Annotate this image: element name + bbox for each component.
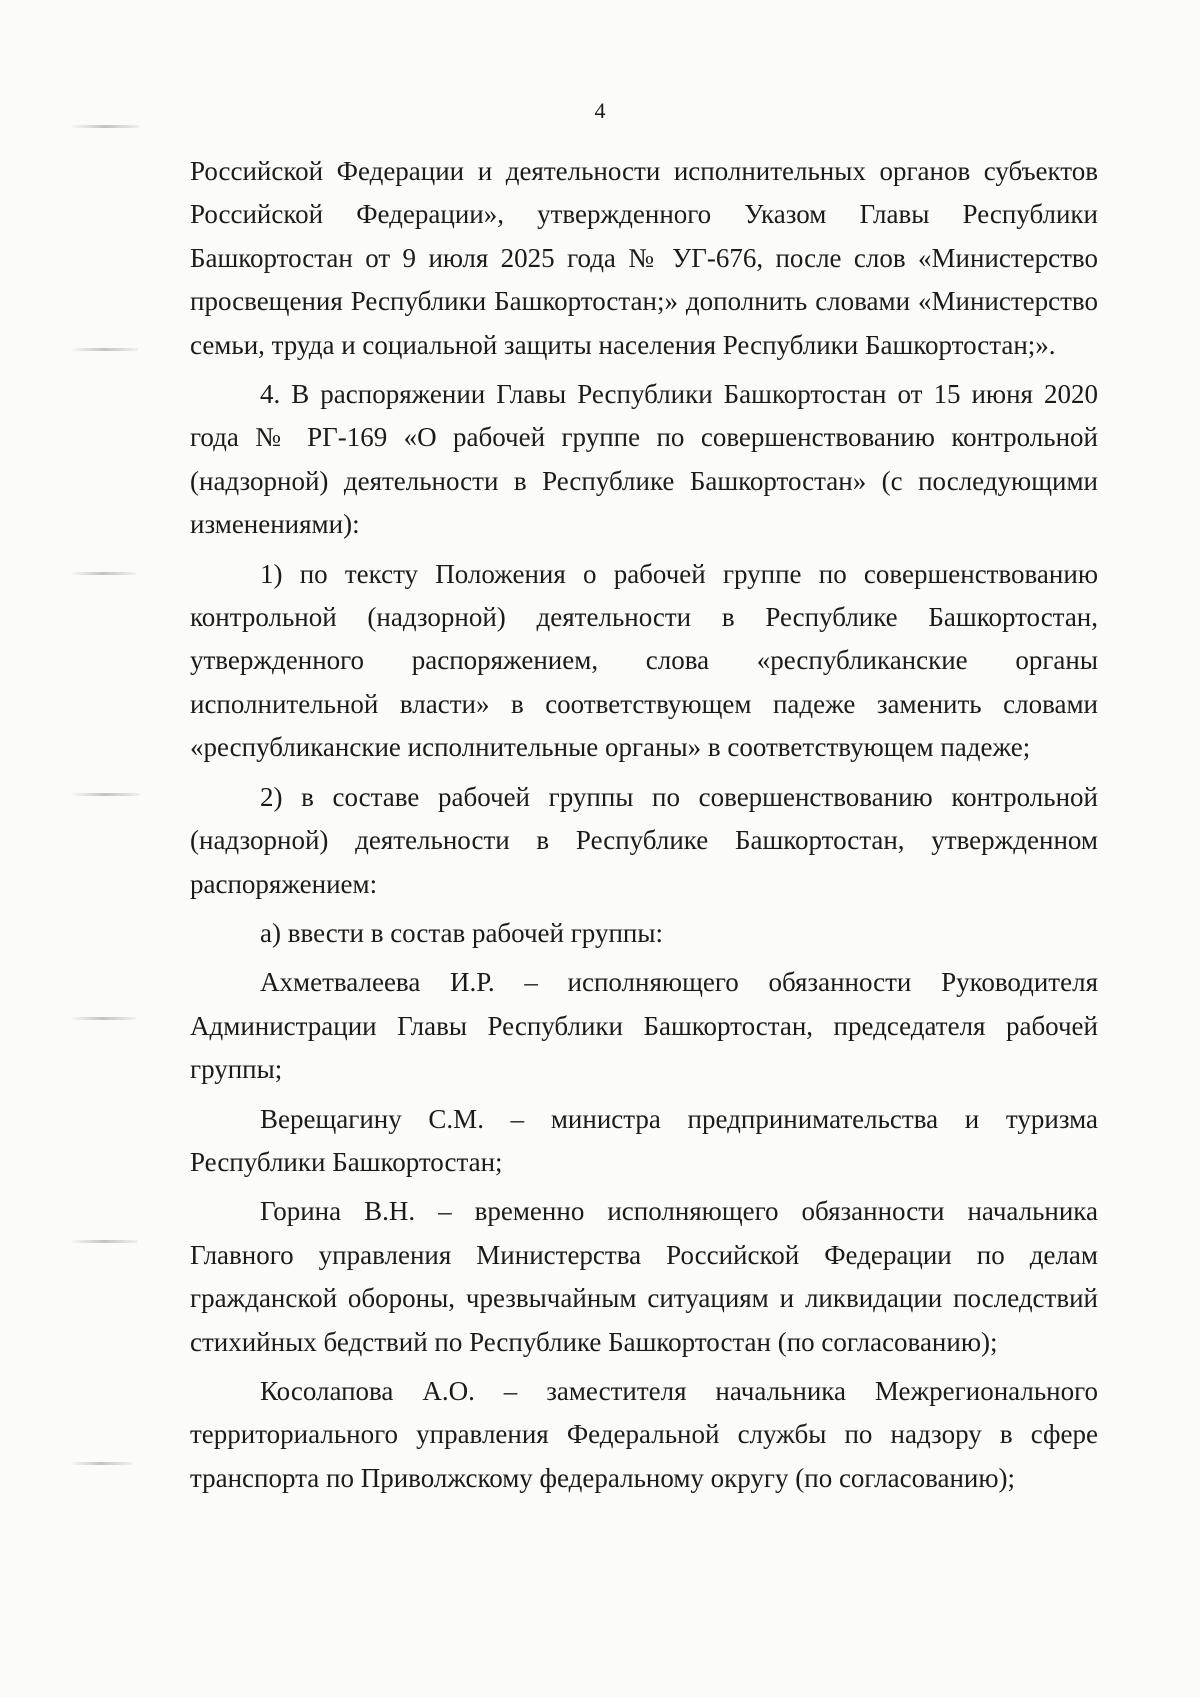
- paragraph-subitem-a: а) ввести в состав рабочей группы:: [260, 917, 663, 948]
- margin-mark: [70, 1462, 132, 1465]
- page-number: 4: [594, 98, 606, 123]
- margin-mark: [70, 793, 140, 796]
- document-body: [190, 150, 1098, 1500]
- margin-mark: [70, 572, 136, 575]
- member-entry: Верещагину С.М. – министра предпринимательства и туризма Республики Башкортостан;: [190, 1103, 1098, 1177]
- margin-mark: [70, 125, 140, 128]
- member-entry: Горина В.Н. – временно исполняющего обязанности начальника Главного управления Министерства Российской Федерации по делам гражданской обороны, чрезвычайным ситуациям и ликвидации последствий стихийных бедствий по Республике Башкортостан (по согласованию);: [190, 1196, 1098, 1357]
- margin-mark: [70, 1240, 138, 1243]
- margin-mark: [70, 1017, 136, 1020]
- paragraph-continuation: Российской Федерации и деятельности исполнительных органов субъектов Российской Федерации», утвержденного Указом Главы Республики Башкортостан от 9 июля 2025 года № УГ-676, после слов «Министерство просвещения Республики Башкортостан;» дополнить словами «Министерство семьи, труда и социальной защиты населения Республики Башкортостан;».: [190, 156, 1098, 360]
- margin-mark: [70, 348, 138, 351]
- paragraph-item-4: 4. В распоряжении Главы Республики Башкортостан от 15 июня 2020 года № РГ-169 «О рабочей группе по совершенствованию контрольной (надзорной) деятельности в Республике Башкортостан» (с последующими изменениями):: [190, 379, 1098, 540]
- paragraph-subitem-2: 2) в составе рабочей группы по совершенствованию контрольной (надзорной) деятельности в Республике Башкортостан, утвержденном распоряжением:: [190, 781, 1098, 899]
- member-entry: Ахметвалеева И.Р. – исполняющего обязанности Руководителя Администрации Главы Республики Башкортостан, председателя рабочей группы;: [190, 967, 1098, 1085]
- paragraph-subitem-1: 1) по тексту Положения о рабочей группе по совершенствованию контрольной (надзорной) деятельности в Республике Башкортостан, утвержденного распоряжением, слова «республиканские органы исполнительной власти» в соответствующем падеже заменить словами «республиканские исполнительные органы» в соответствующем падеже;: [190, 558, 1098, 763]
- member-entry: Косолапова А.О. – заместителя начальника Межрегионального территориального управления Федеральной службы по надзору в сфере транспорта по Приволжскому федеральному округу (по согласованию);: [190, 1375, 1098, 1493]
